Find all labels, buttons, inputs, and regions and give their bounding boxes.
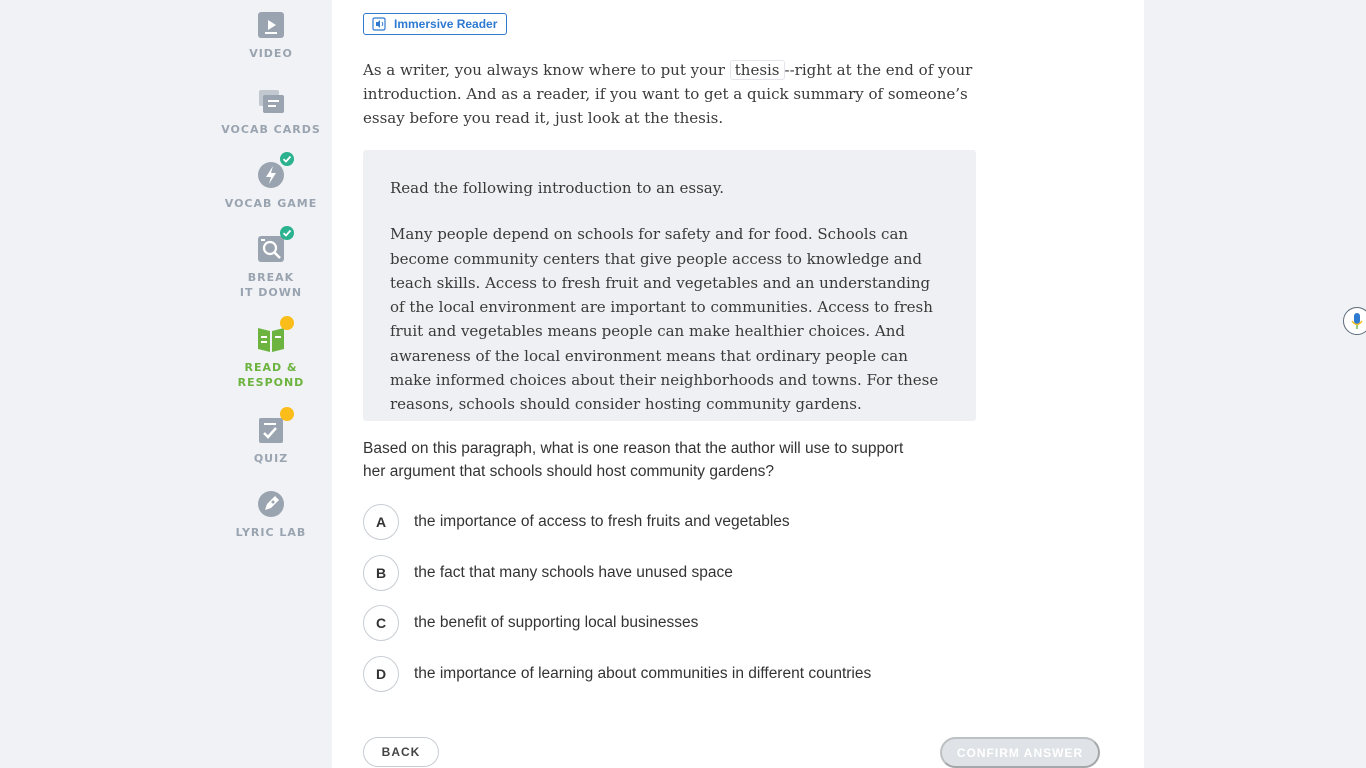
immersive-reader-button[interactable] [363, 13, 507, 35]
sidebar-item-label: QUIZ [253, 452, 289, 465]
confirm-answer-button[interactable]: CONFIRM ANSWER [940, 737, 1100, 768]
lightning-icon [256, 160, 286, 190]
choice-letter: A [363, 504, 399, 540]
passage-body: Many people depend on schools for safety and for food. Schools can become community centers that give people access to knowledge and teach skills. Access to fresh fruit and vegetables and an understanding of the local environment are important to communities. Access to fresh fruit and vegetables means people can make healthier choices. And awareness of the local environment means that ordinary people can make informed choices about their neighborhoods and towns. For these reasons, schools should consider hosting community gardens. [390, 225, 939, 414]
video-icon [256, 10, 286, 40]
reading-passage [363, 150, 976, 421]
pen-icon [256, 489, 286, 519]
sidebar-item-label: BREAK IT DOWN [239, 271, 303, 299]
vocab-word-link[interactable]: thesis [730, 60, 785, 80]
passage-instruction: Read the following introduction to an essay. [390, 179, 724, 197]
sidebar-item-lyric-lab[interactable] [211, 489, 331, 540]
checklist-icon [256, 415, 286, 445]
sidebar-item-label: VOCAB GAME [224, 197, 318, 210]
sidebar-item-vocab-game[interactable] [211, 160, 331, 211]
complete-check-icon [280, 226, 294, 240]
answer-choice-a[interactable] [363, 504, 790, 540]
microphone-button[interactable] [1343, 307, 1366, 335]
microphone-icon [1350, 312, 1364, 330]
choice-text: the importance of learning about communities in different countries [414, 665, 872, 682]
sidebar-item-read-respond[interactable] [211, 324, 331, 390]
answer-choice-c[interactable] [363, 605, 698, 641]
vocab-cards-icon [256, 86, 286, 116]
sidebar-item-break-it-down[interactable] [211, 234, 331, 300]
choice-text: the benefit of supporting local businesses [414, 614, 699, 631]
intro-text: --right at the end of your introduction. And as a reader, if you want to get a quick summary of someone’s essay before you read it, just look at the thesis. [363, 61, 973, 127]
sidebar-item-label: VOCAB CARDS [221, 123, 321, 136]
sidebar-item-video[interactable] [211, 10, 331, 61]
answer-choice-d[interactable] [363, 656, 871, 692]
intro-text: As a writer, you always know where to put your [363, 61, 730, 79]
choice-text: the importance of access to fresh fruits and vegetables [414, 513, 790, 530]
choice-text: the fact that many schools have unused space [414, 564, 733, 581]
answer-choice-b[interactable] [363, 555, 733, 591]
book-icon [256, 324, 286, 354]
sidebar-item-quiz[interactable] [211, 415, 331, 466]
intro-paragraph [363, 58, 983, 130]
sidebar-item-label: READ & RESPOND [237, 361, 305, 389]
choice-letter: C [363, 605, 399, 641]
question-prompt: Based on this paragraph, what is one reason that the author will use to support her argument that schools should host community gardens? [363, 440, 904, 480]
back-button[interactable]: BACK [363, 737, 439, 767]
choice-letter: D [363, 656, 399, 692]
choice-letter: B [363, 555, 399, 591]
in-progress-dot-icon [280, 407, 294, 421]
in-progress-dot-icon [280, 316, 294, 330]
immersive-reader-icon [372, 17, 386, 31]
sidebar-item-label: LYRIC LAB [235, 526, 307, 539]
complete-check-icon [280, 152, 294, 166]
lesson-panel [332, 0, 1144, 768]
magnify-doc-icon [256, 234, 286, 264]
sidebar-item-label: VIDEO [249, 47, 293, 60]
sidebar-item-vocab-cards[interactable] [211, 86, 331, 137]
immersive-reader-label: Immersive Reader [394, 17, 498, 31]
